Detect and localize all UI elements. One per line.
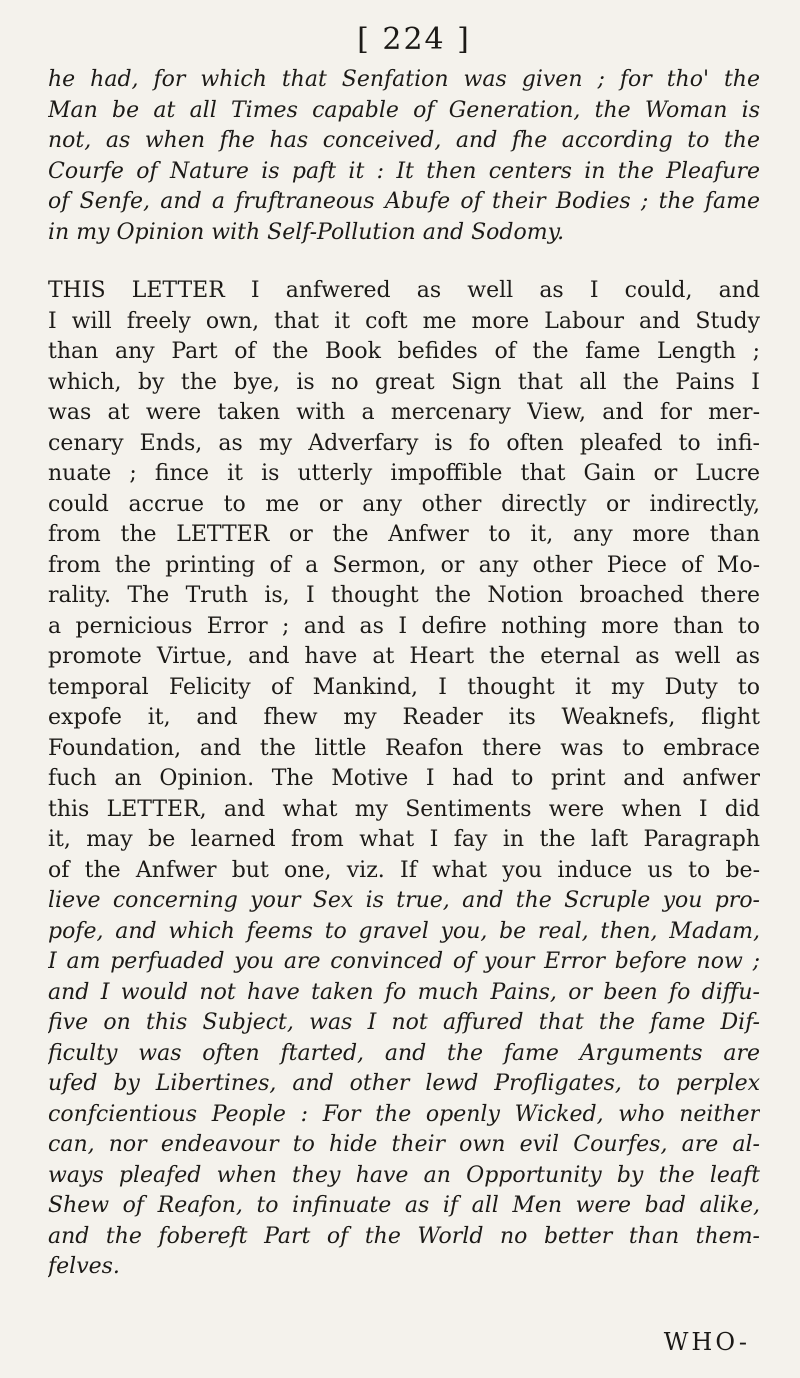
text-line: a pernicious Error ; and as I defire nothing more than to	[48, 613, 760, 639]
text-line: felves.	[48, 1254, 120, 1279]
text-line: could accrue to me or any other directly or indirectly,	[48, 491, 760, 517]
catchword: WHO-	[663, 1328, 750, 1356]
text-line: five on this Subject, was I not affured that the fame Dif-	[48, 1010, 760, 1035]
text-line: which, by the bye, is no great Sign that all the Pains I	[48, 369, 760, 395]
text-line: than any Part of the Book befides of the fame Length ;	[48, 339, 760, 364]
text-line: fuch an Opinion. The Motive I had to print and anfwer	[48, 766, 760, 791]
text-line: this LETTER, and what my Sentiments were when I did	[48, 796, 760, 822]
text-line: Man be at all Times capable of Generation, the Woman is	[48, 97, 760, 123]
text-line: nuate ; fince it is utterly impoffible that Gain or Lucre	[48, 461, 760, 486]
text-line: Shew of Reafon, to infinuate as if all Men were bad alike,	[48, 1193, 760, 1218]
paragraph-continued	[48, 65, 760, 248]
text-line: and the fobereft Part of the World no better than them-	[48, 1223, 760, 1249]
text-line: and I would not have taken fo much Pains, or been fo diffu-	[48, 979, 760, 1005]
text-line: ways pleafed when they have an Opportunity by the leaft	[48, 1162, 760, 1188]
text-line: can, nor endeavour to hide their own evil Courfes, are al-	[48, 1132, 760, 1157]
text-line: from the printing of a Sermon, or any other Piece of Mo-	[48, 552, 760, 578]
text-line: was at were taken with a mercenary View, and for mer-	[48, 400, 760, 425]
text-line: THIS LETTER I anfwered as well as I could, and	[48, 278, 760, 303]
text-line: not, as when fhe has conceived, and fhe according to the	[48, 128, 760, 153]
text-line: of the Anfwer but one, viz. If what you induce us to be-	[48, 857, 760, 883]
text-line: from the LETTER or the Anfwer to it, any more than	[48, 522, 760, 547]
text-line: it, may be learned from what I fay in the laft Paragraph	[48, 827, 760, 852]
book-page	[48, 22, 760, 1362]
text-line: I will freely own, that it coft me more Labour and Study	[48, 308, 760, 334]
page-number: [ 224 ]	[357, 22, 471, 57]
text-line: Courfe of Nature is paft it : It then centers in the Pleafure	[48, 158, 760, 184]
text-line: confcientious People : For the openly Wicked, who neither	[48, 1101, 760, 1127]
text-line: ficulty was often ftarted, and the fame Arguments are	[48, 1040, 760, 1066]
text-line: ufed by Libertines, and other lewd Profligates, to perplex	[48, 1071, 760, 1096]
text-line: cenary Ends, as my Adverfary is fo often pleafed to infi-	[48, 430, 760, 456]
paragraph-this-letter	[48, 276, 760, 1283]
text-line: expofe it, and fhew my Reader its Weaknefs, flight	[48, 705, 760, 730]
text-line: in my Opinion with Self-Pollution and Sodomy.	[48, 219, 565, 245]
text-line: Foundation, and the little Reafon there was to embrace	[48, 735, 760, 761]
text-line: I am perfuaded you are convinced of your Error before now ;	[48, 949, 760, 974]
text-line: pofe, and which feems to gravel you, be real, then, Madam,	[48, 918, 760, 944]
text-line: of Senfe, and a fruftraneous Abufe of their Bodies ; the fame	[48, 189, 760, 214]
text-line: lieve concerning your Sex is true, and the Scruple you pro-	[48, 888, 760, 913]
text-line: he had, for which that Senfation was given ; for tho' the	[48, 67, 760, 92]
text-line: rality. The Truth is, I thought the Notion broached there	[48, 583, 760, 608]
text-line: temporal Felicity of Mankind, I thought it my Duty to	[48, 674, 760, 700]
text-line: promote Virtue, and have at Heart the eternal as well as	[48, 644, 760, 669]
